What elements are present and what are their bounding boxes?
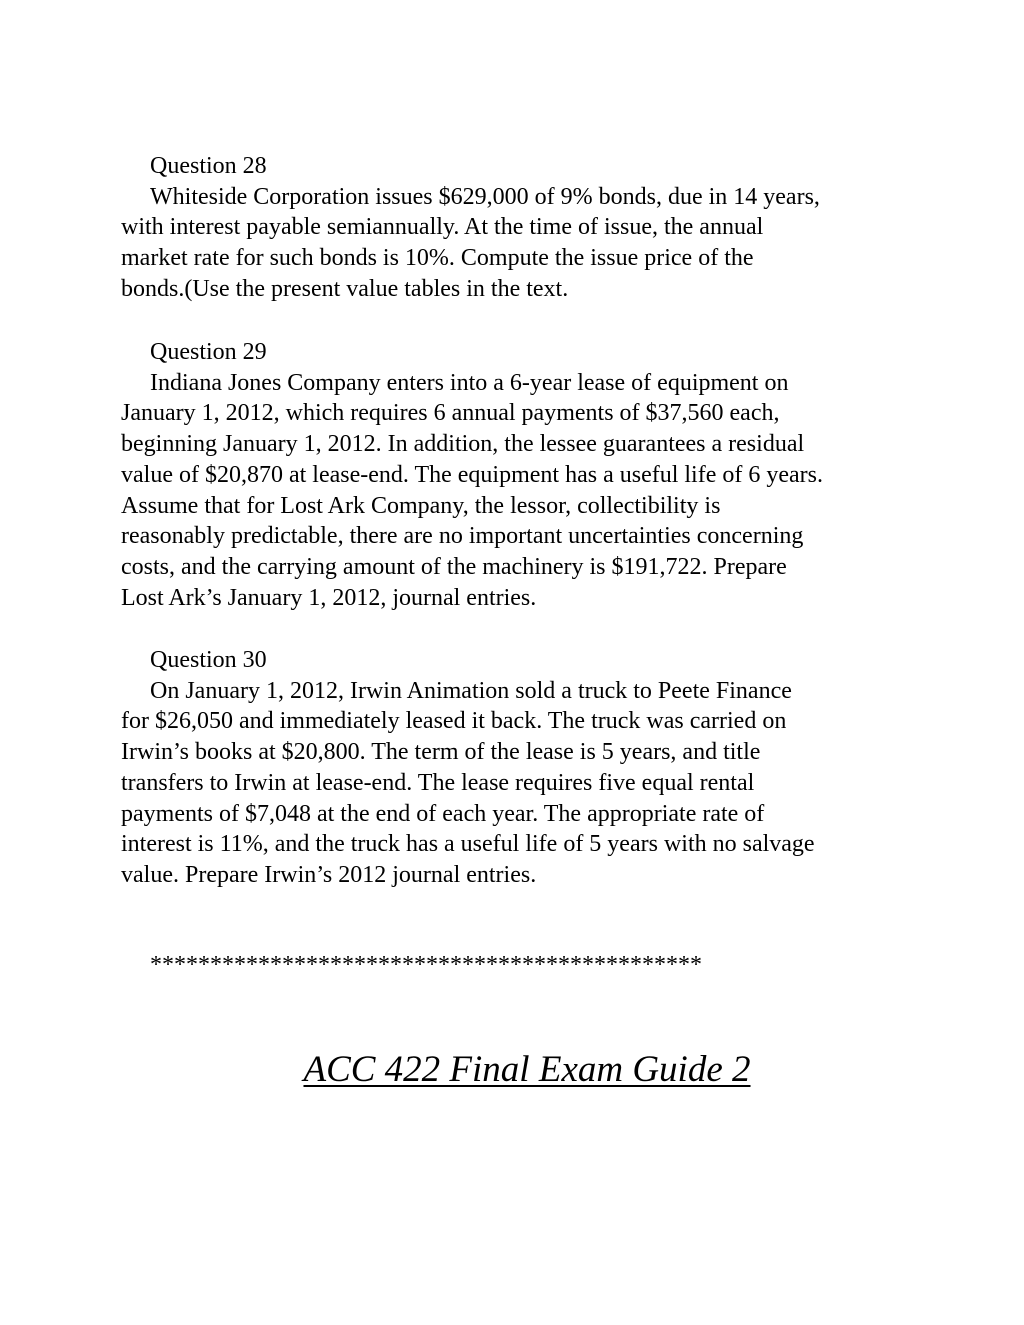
question-text-line: value of $20,870 at lease-end. The equipment has a useful life of 6 years. <box>121 461 823 488</box>
question-text-line: costs, and the carrying amount of the machinery is $191,722. Prepare <box>121 553 787 580</box>
question-text-line: transfers to Irwin at lease-end. The lease requires five equal rental <box>121 769 755 796</box>
question-text-line: interest is 11%, and the truck has a useful life of 5 years with no salvage <box>121 831 815 858</box>
question-text-line: payments of $7,048 at the end of each year. The appropriate rate of <box>121 800 765 827</box>
question-text-line: with interest payable semiannually. At the time of issue, the annual <box>121 214 764 241</box>
question-30 <box>121 645 921 891</box>
question-text-line: bonds.(Use the present value tables in the text. <box>121 275 569 302</box>
question-text-line: beginning January 1, 2012. In addition, the lessee guarantees a residual <box>121 431 805 458</box>
question-text-line: Lost Ark’s January 1, 2012, journal entries. <box>121 584 537 611</box>
question-28 <box>121 151 921 305</box>
guide-title-text: ACC 422 Final Exam Guide 2 <box>303 1049 751 1090</box>
question-text-line: Assume that for Lost Ark Company, the lessor, collectibility is <box>121 492 721 519</box>
question-title: Question 30 <box>150 647 267 673</box>
question-title: Question 29 <box>150 339 267 365</box>
question-text-line: Indiana Jones Company enters into a 6-year lease of equipment on <box>150 369 789 396</box>
question-text-line: January 1, 2012, which requires 6 annual payments of $37,560 each, <box>121 400 780 427</box>
question-text-line: Whiteside Corporation issues $629,000 of 9% bonds, due in 14 years, <box>150 183 820 210</box>
question-text-line: On January 1, 2012, Irwin Animation sold a truck to Peete Finance <box>150 677 792 704</box>
guide-title-link[interactable] <box>0 1046 1024 1094</box>
asterisk-separator: ********************************************** <box>150 952 702 978</box>
question-text-line: value. Prepare Irwin’s 2012 journal entries. <box>121 861 537 888</box>
question-text-line: reasonably predictable, there are no important uncertainties concerning <box>121 523 804 550</box>
question-text-line: market rate for such bonds is 10%. Compute the issue price of the <box>121 245 754 272</box>
question-29 <box>121 337 921 613</box>
question-text-line: Irwin’s books at $20,800. The term of the lease is 5 years, and title <box>121 739 761 766</box>
question-text-line: for $26,050 and immediately leased it back. The truck was carried on <box>121 708 787 735</box>
question-title: Question 28 <box>150 153 267 179</box>
